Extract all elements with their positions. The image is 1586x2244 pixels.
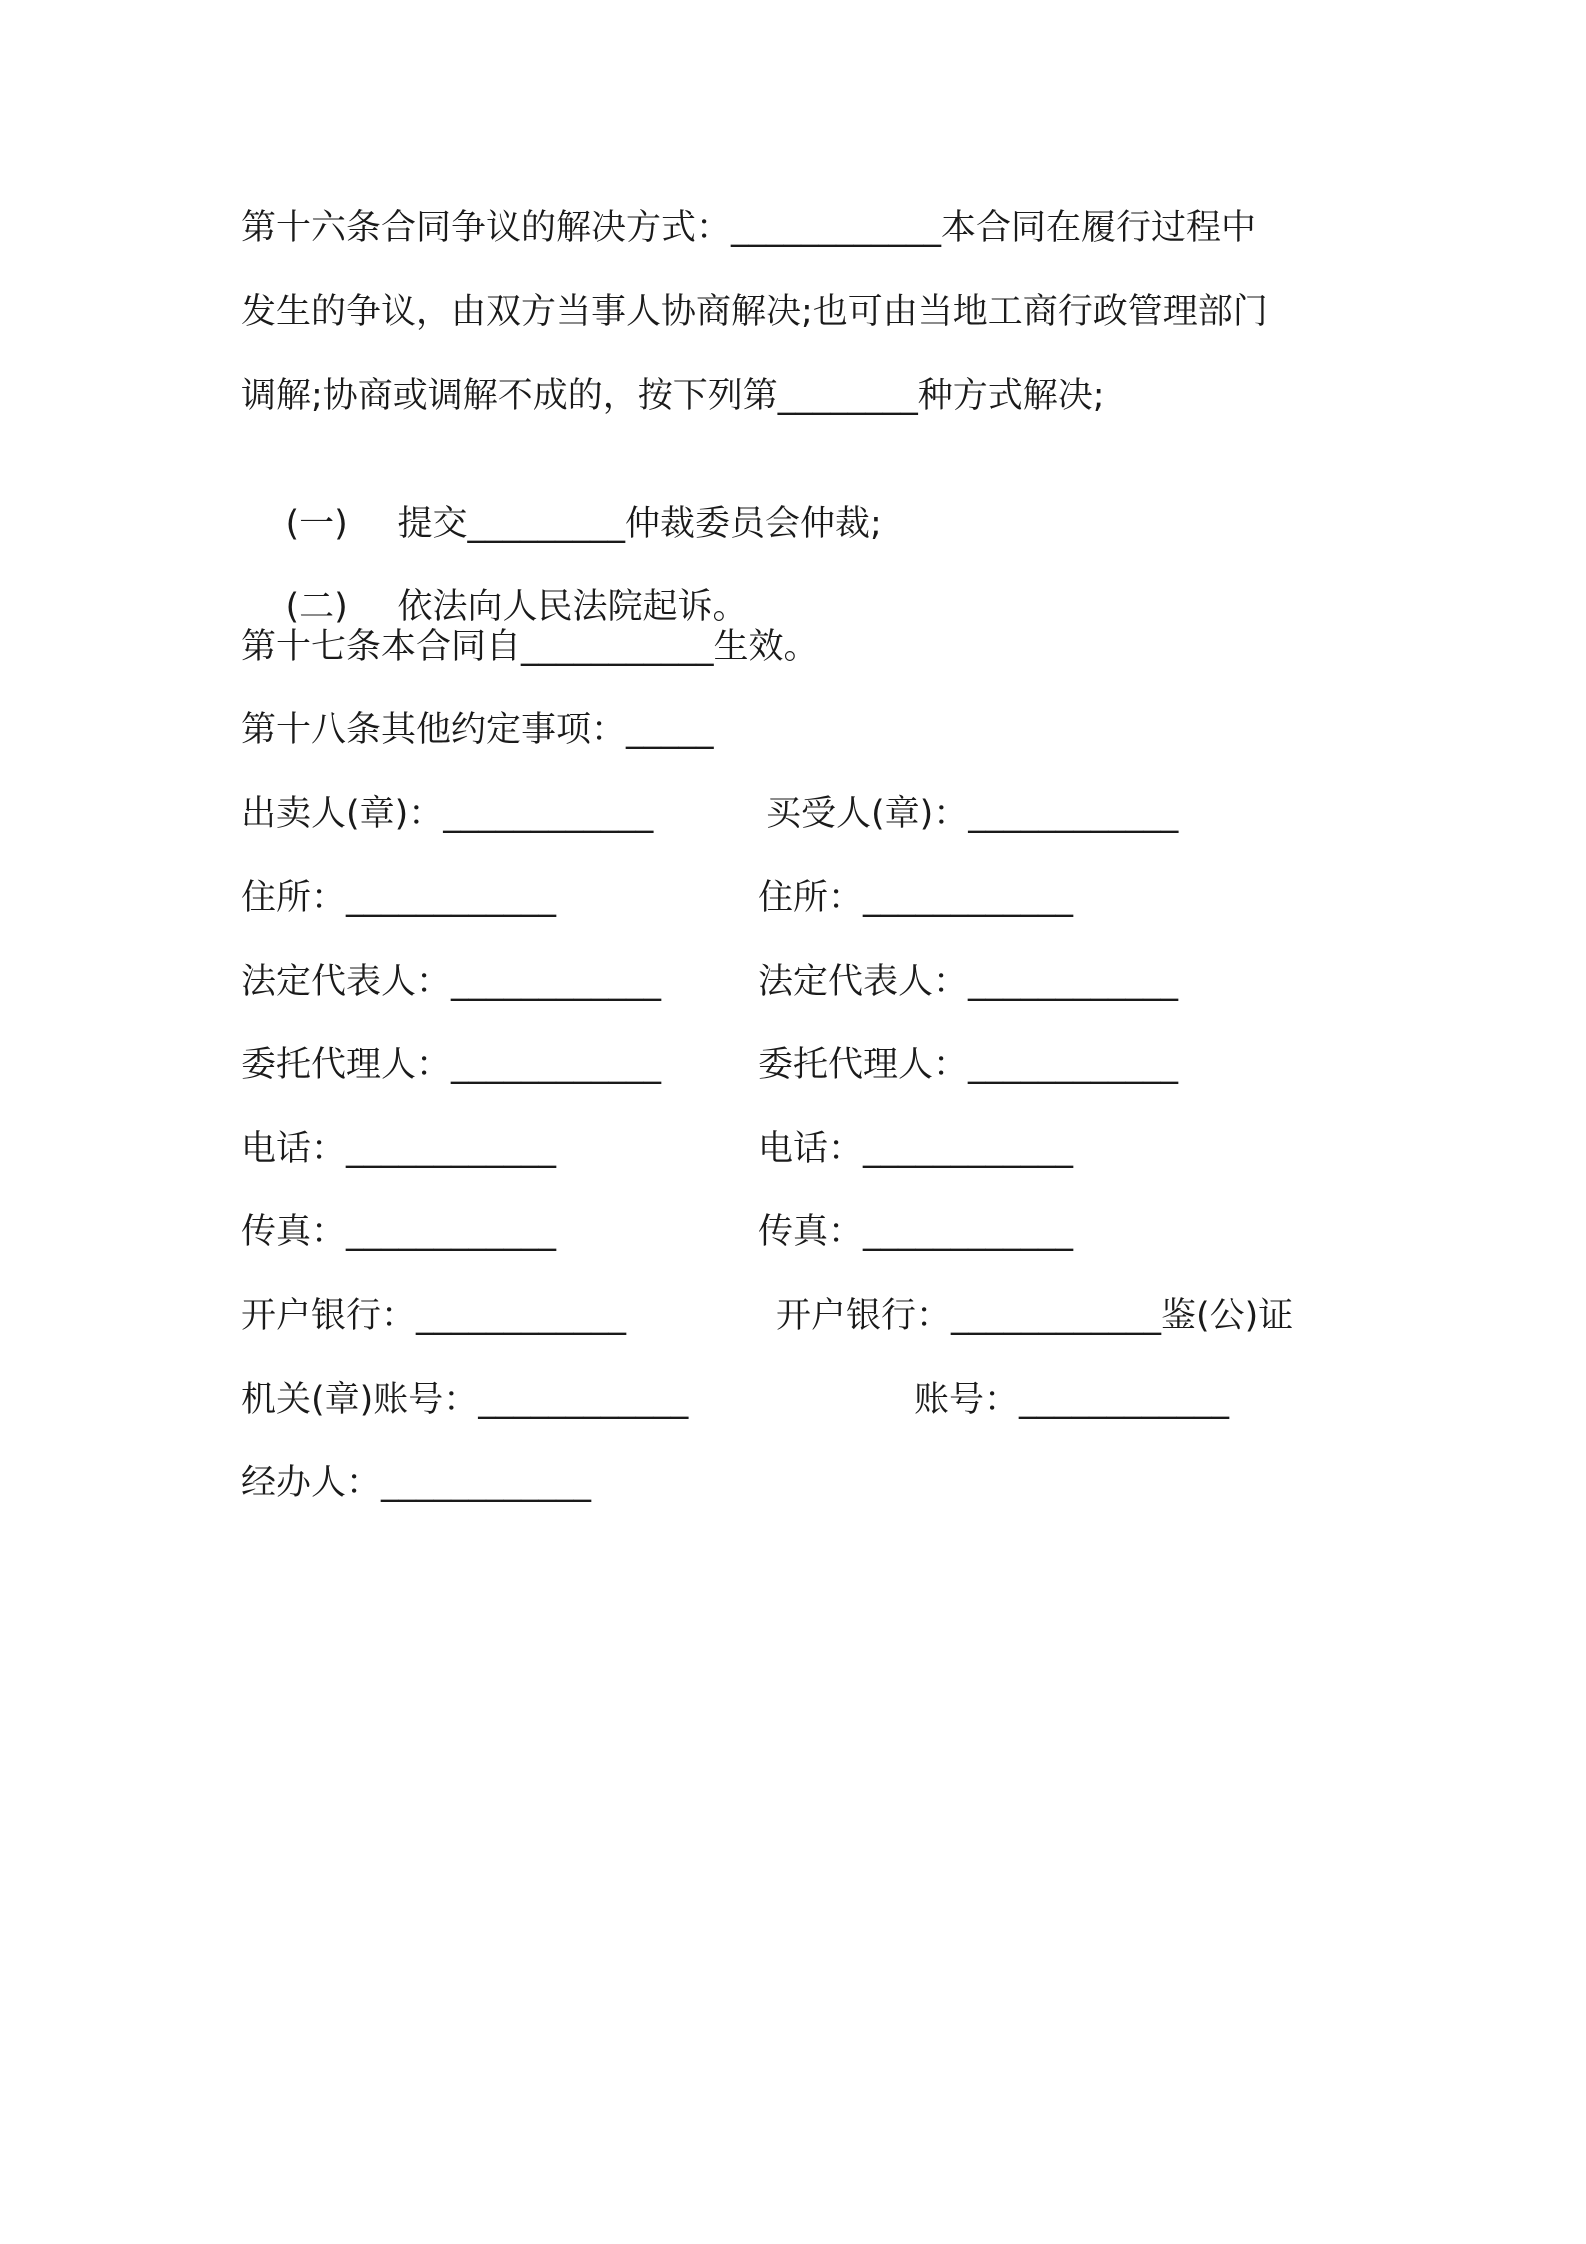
buyer-bank-field: 开户银行：____________鉴(公)证 — [776, 1296, 1294, 1336]
buyer-address-field: 住所：____________ — [758, 878, 1074, 918]
list-item-2-number: (二) — [285, 587, 348, 627]
article16-line2: 发生的争议，由双方当事人协商解决;也可由当地工商行政管理部门 — [241, 292, 1268, 332]
handler-field: 经办人：____________ — [241, 1463, 592, 1503]
buyer-legal-rep-field: 法定代表人：____________ — [758, 962, 1179, 1002]
article17: 第十七条本合同自___________生效。 — [241, 627, 819, 667]
seller-address-field: 住所：____________ — [241, 878, 557, 918]
list-item-1-text: 提交_________仲裁委员会仲裁; — [397, 504, 882, 544]
buyer-fax-field: 传真：____________ — [758, 1212, 1074, 1252]
buyer-agent-field: 委托代理人：____________ — [758, 1045, 1179, 1085]
seller-bank-field: 开户银行：____________ — [241, 1296, 627, 1336]
article16-line1: 第十六条合同争议的解决方式：____________本合同在履行过程中 — [241, 208, 1257, 248]
notary-account-field: 机关(章)账号：____________ — [241, 1380, 689, 1420]
buyer-account-field: 账号：____________ — [914, 1380, 1230, 1420]
list-item-1-number: (一) — [285, 504, 348, 544]
article16-line3: 调解;协商或调解不成的，按下列第________种方式解决; — [241, 376, 1105, 416]
seller-legal-rep-field: 法定代表人：____________ — [241, 962, 662, 1002]
seller-seal-field: 出卖人(章)：____________ — [241, 794, 654, 834]
buyer-seal-field: 买受人(章)：____________ — [766, 794, 1179, 834]
buyer-phone-field: 电话：____________ — [758, 1129, 1074, 1169]
list-item-2-text: 依法向人民法院起诉。 — [397, 587, 748, 627]
seller-fax-field: 传真：____________ — [241, 1212, 557, 1252]
seller-agent-field: 委托代理人：____________ — [241, 1045, 662, 1085]
seller-phone-field: 电话：____________ — [241, 1129, 557, 1169]
article18: 第十八条其他约定事项：_____ — [241, 710, 714, 750]
